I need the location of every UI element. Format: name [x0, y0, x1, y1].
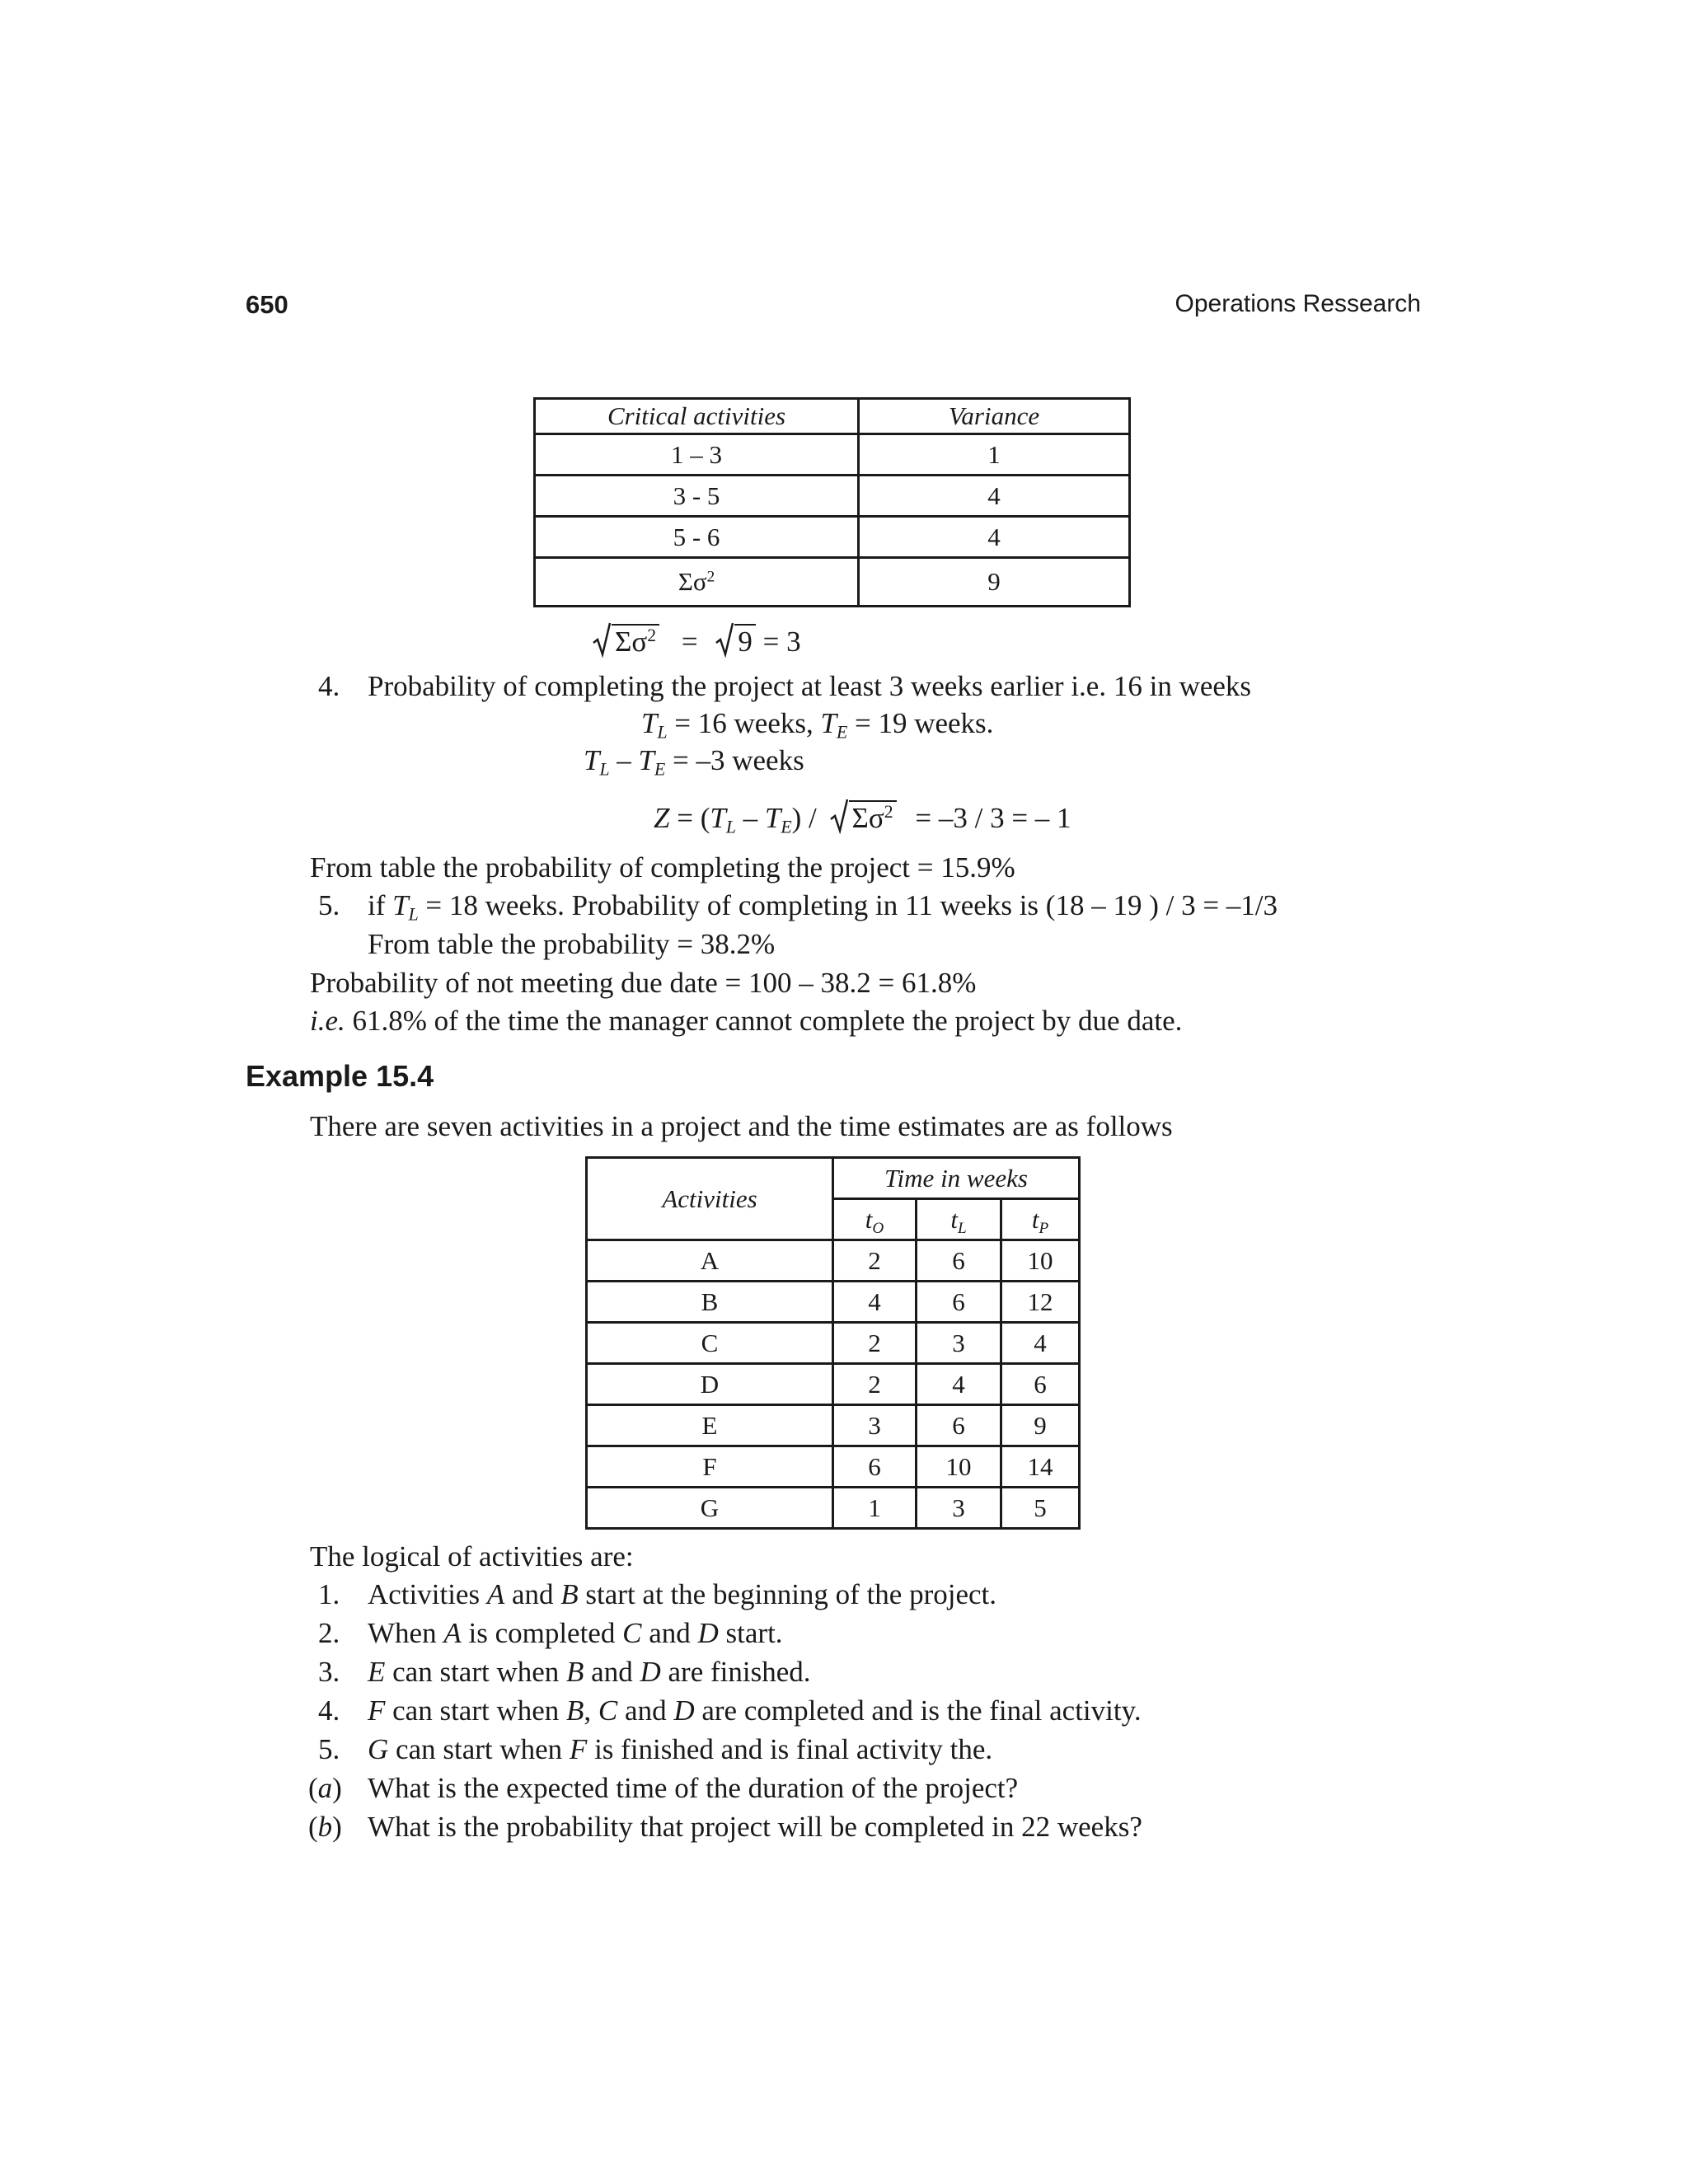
logic-item-number: 3. — [318, 1656, 340, 1688]
table-cell: 6 — [917, 1282, 1001, 1323]
logic-item-number: 4. — [318, 1694, 340, 1727]
logic-item-text: Activities A and B start at the beginning of the project. — [368, 1578, 997, 1610]
table-cell: 5 — [1001, 1488, 1080, 1529]
tl-te-values: $T_L = 16$ weeks, $T_E = 19$ weeks. — [641, 707, 994, 743]
table-cell: 3 — [917, 1323, 1001, 1364]
table-cell: 4 — [1001, 1323, 1080, 1364]
col-header-critical: Critical activities — [535, 399, 859, 434]
table-cell: 9 — [1001, 1405, 1080, 1446]
ie-line: i.e. 61.8% of the time the manager cannot complete the project by due date. — [310, 1005, 1183, 1037]
item-4-number: 4. — [318, 670, 340, 702]
table-cell: 6 — [833, 1446, 917, 1488]
logic-item-number: 5. — [318, 1733, 340, 1765]
col-header-time: Time in weeks — [833, 1158, 1080, 1199]
table-cell: 5 - 6 — [535, 517, 859, 558]
radical: 9 — [715, 625, 756, 659]
table-cell: 10 — [1001, 1240, 1080, 1282]
question-text: What is the expected time of the duration of the project? — [368, 1772, 1019, 1804]
table-row — [587, 1282, 1080, 1323]
radical: $\Sigma\sigma^2$ — [592, 625, 659, 659]
col-header-variance: Variance — [859, 399, 1130, 434]
logic-item-number: 1. — [318, 1578, 340, 1610]
table-cell: 10 — [917, 1446, 1001, 1488]
item-5-text: if $T_L = 18$ weeks. Probability of completing in 11 weeks is (18 – 19 ) / 3 = –1/3 — [368, 889, 1278, 925]
not-meeting-line: Probability of not meeting due date = 100 – 38.2 = 61.8% — [310, 967, 977, 999]
table-cell: 1 – 3 — [535, 434, 859, 476]
example-title: Example 15.4 — [246, 1059, 434, 1093]
page-number: 650 — [246, 290, 288, 319]
table-cell: 4 — [917, 1364, 1001, 1405]
table-cell: 14 — [1001, 1446, 1080, 1488]
logic-item-text: When A is completed C and D start. — [368, 1617, 783, 1649]
table-cell: 3 — [917, 1488, 1001, 1529]
sqrt-sum-line: $\Sigma\sigma^2$ = 9 = 3 — [592, 625, 801, 659]
table-cell: D — [587, 1364, 833, 1405]
table-cell: 3 - 5 — [535, 476, 859, 517]
question-label: (a) — [308, 1772, 342, 1804]
table-row — [587, 1405, 1080, 1446]
running-title: Operations Ressearch — [1175, 290, 1421, 317]
table-cell: B — [587, 1282, 833, 1323]
sub-header-tl: $t_L$ — [917, 1199, 1001, 1240]
question-text: What is the probability that project will be completed in 22 weeks? — [368, 1811, 1142, 1843]
table-row — [587, 1323, 1080, 1364]
table-cell: 2 — [833, 1364, 917, 1405]
item-5-number: 5. — [318, 889, 340, 921]
sub-header-to: $t_O$ — [833, 1199, 917, 1240]
table-row — [587, 1240, 1080, 1282]
item-5-from-table: From table the probability = 38.2% — [368, 928, 776, 960]
table-cell: 4 — [859, 517, 1130, 558]
table-cell: 2 — [833, 1323, 917, 1364]
table-cell: 12 — [1001, 1282, 1080, 1323]
from-table-line: From table the probability of completing the project = 15.9% — [310, 851, 1015, 883]
table-row — [587, 1364, 1080, 1405]
logic-item-number: 2. — [318, 1617, 340, 1649]
logic-item-text: F can start when B, C and D are completed and is the final activity. — [368, 1694, 1142, 1727]
variance-table — [533, 397, 1131, 607]
col-header-activities: Activities — [587, 1158, 833, 1240]
table-cell: 4 — [859, 476, 1130, 517]
table-cell: 3 — [833, 1405, 917, 1446]
sub-header-tp: $t_P$ — [1001, 1199, 1080, 1240]
table-cell: E — [587, 1405, 833, 1446]
tl-minus-te: $T_L - T_E = -3$ weeks — [584, 744, 804, 780]
table-cell: 9 — [859, 558, 1130, 607]
table-cell: 6 — [917, 1405, 1001, 1446]
table-cell: 1 — [859, 434, 1130, 476]
example-intro: There are seven activities in a project and the time estimates are as follows — [310, 1110, 1173, 1142]
logic-item-text: G can start when F is finished and is final activity the. — [368, 1733, 993, 1765]
table-cell: G — [587, 1488, 833, 1529]
table-cell: A — [587, 1240, 833, 1282]
table-cell: 6 — [1001, 1364, 1080, 1405]
table-cell: 4 — [833, 1282, 917, 1323]
table-cell: 6 — [917, 1240, 1001, 1282]
sum-sigma-cell: $\Sigma\sigma^2$ — [535, 558, 859, 607]
item-4-text: Probability of completing the project at least 3 weeks earlier i.e. 16 in weeks — [368, 670, 1252, 702]
table-cell: 1 — [833, 1488, 917, 1529]
logic-intro: The logical of activities are: — [310, 1540, 634, 1572]
activities-table — [585, 1156, 1081, 1530]
logic-item-text: E can start when B and D are finished. — [368, 1656, 811, 1688]
table-cell: C — [587, 1323, 833, 1364]
table-cell: F — [587, 1446, 833, 1488]
question-label: (b) — [308, 1811, 342, 1843]
table-row — [587, 1488, 1080, 1529]
radical: $\Sigma\sigma^2$ — [829, 801, 897, 836]
table-cell: 2 — [833, 1240, 917, 1282]
z-formula: $Z = (T_L - T_E)$ / $\Sigma\sigma^2 = -3 / 3$ = – 1 — [654, 801, 1071, 836]
table-row — [587, 1446, 1080, 1488]
